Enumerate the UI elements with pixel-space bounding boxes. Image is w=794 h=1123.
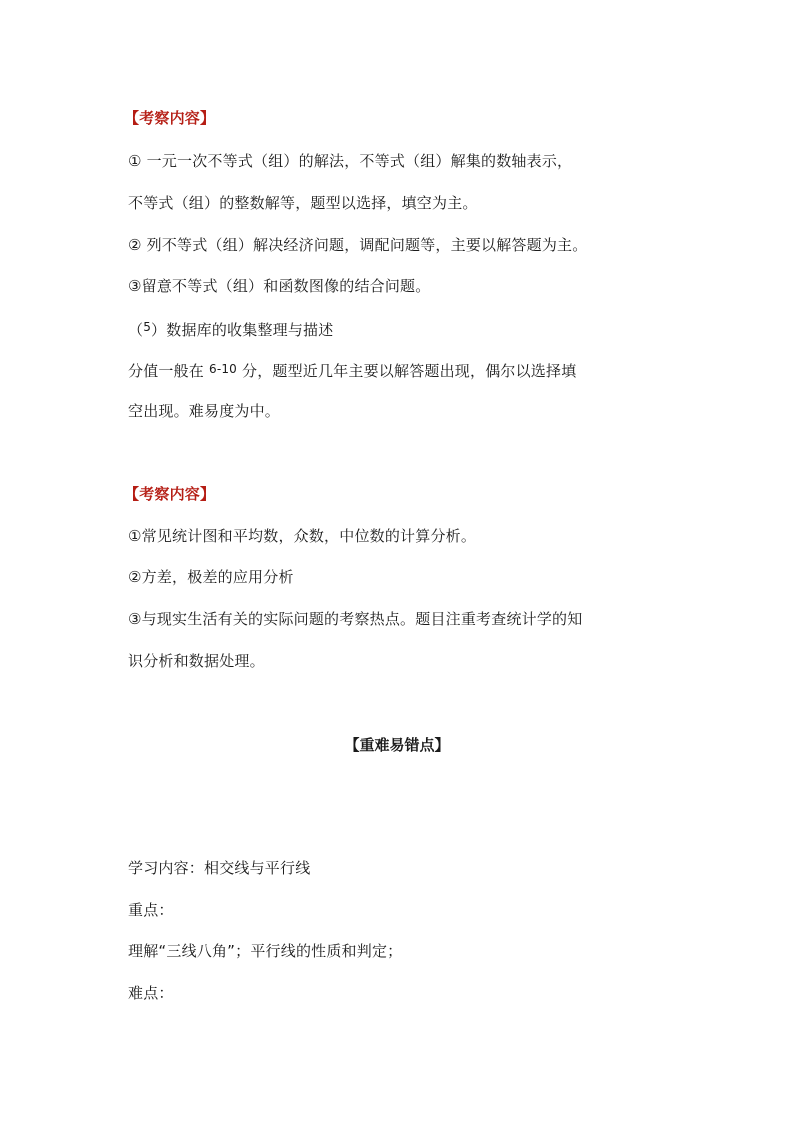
section2-item2: ②方差，极差的应用分析 bbox=[128, 568, 294, 586]
subsection-prefix: （ bbox=[128, 321, 144, 339]
section3-difficulty-label: 难点： bbox=[128, 984, 174, 1002]
section1-score-line2: 空出现。难易度为中。 bbox=[128, 402, 281, 420]
section3-key-text: 理解“三线八角”；平行线的性质和判定； bbox=[128, 942, 403, 960]
section1-item3: ③留意不等式（组）和函数图像的结合问题。 bbox=[128, 277, 431, 295]
subsection-suffix: ）数据库的收集整理与描述 bbox=[151, 321, 334, 339]
section1-score-line1 bbox=[128, 359, 576, 381]
section2-item3-line2: 识分析和数据处理。 bbox=[128, 652, 265, 670]
section1-heading: 【考察内容】 bbox=[124, 109, 216, 127]
section2-item3-line1: ③与现实生活有关的实际问题的考察热点。题目注重考查统计学的知 bbox=[128, 610, 583, 628]
score-suffix: 分，题型近几年主要以解答题出现，偶尔以选择填 bbox=[242, 362, 577, 380]
section1-subsection-title bbox=[128, 317, 333, 340]
subsection-number: 5 bbox=[143, 320, 152, 334]
score-range: 6-10 bbox=[208, 362, 238, 376]
section2-item1: ①常见统计图和平均数，众数，中位数的计算分析。 bbox=[128, 527, 477, 545]
section1-item1-line1: ① 一元一次不等式（组）的解法，不等式（组）解集的数轴表示， bbox=[128, 152, 573, 170]
section3-content: 学习内容：相交线与平行线 bbox=[128, 859, 311, 877]
section3-key-label: 重点： bbox=[128, 901, 174, 919]
score-prefix: 分值一般在 bbox=[128, 362, 205, 380]
section2-heading: 【考察内容】 bbox=[124, 485, 216, 503]
section3-heading: 【重难易错点】 bbox=[344, 736, 450, 754]
section1-item2: ② 列不等式（组）解决经济问题，调配问题等，主要以解答题为主。 bbox=[128, 236, 588, 254]
section1-item1-line2: 不等式（组）的整数解等，题型以选择，填空为主。 bbox=[128, 194, 478, 212]
